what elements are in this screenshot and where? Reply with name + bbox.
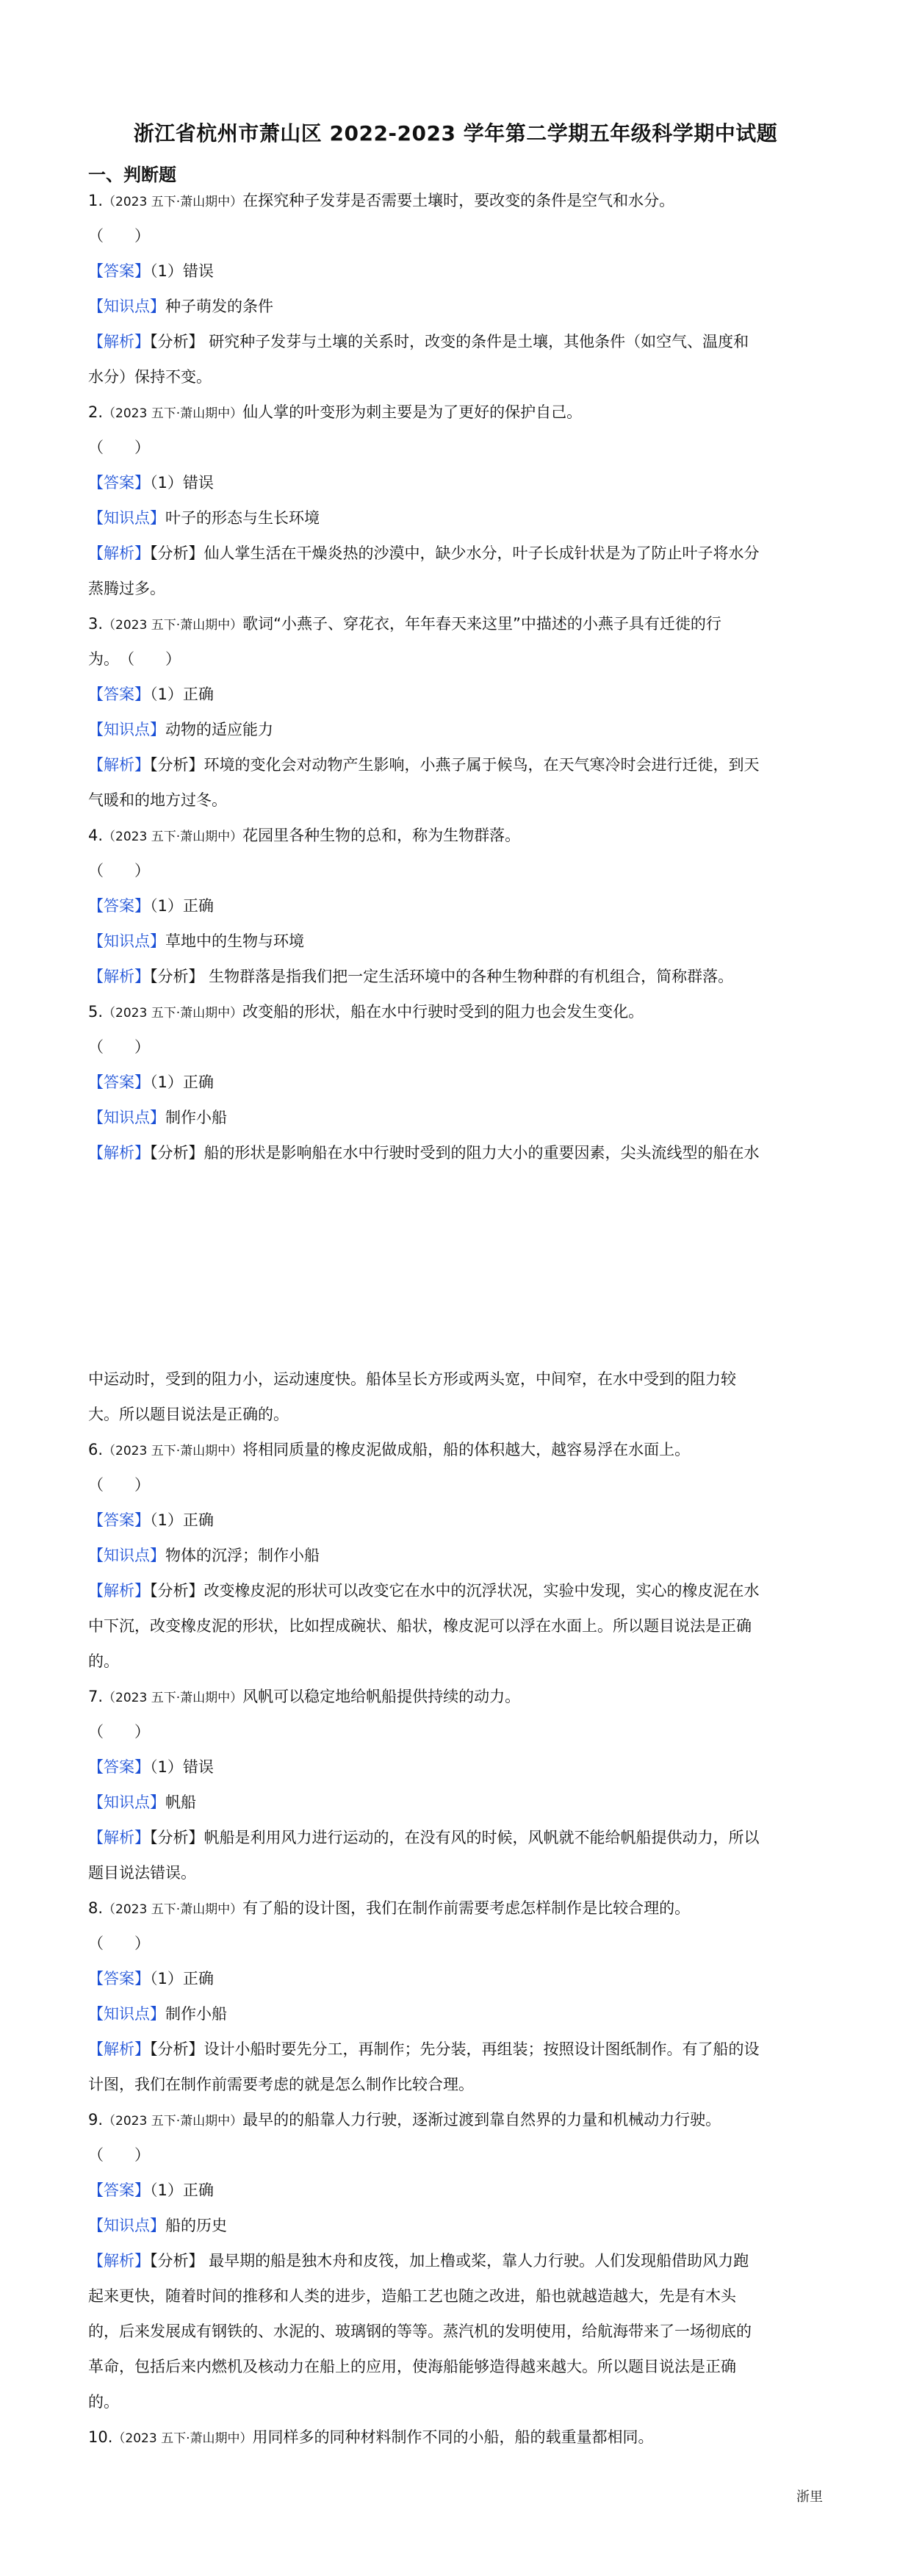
question-3-analysis-cont: 气暖和的地方过冬。 (88, 791, 227, 809)
question-2-blank: （ ） (88, 439, 150, 456)
question-7-stem: 7.（2023 五下·萧山期中）风帆可以稳定地给帆船提供持续的动力。 (88, 1688, 521, 1705)
question-4-stem: 4.（2023 五下·萧山期中）花园里各种生物的总和，称为生物群落。 (88, 827, 521, 844)
question-9-analysis: 【解析】【分析】 最早期的船是独木舟和皮筏，加上橹或桨，靠人力行驶。人们发现船借助风力跑 (88, 2252, 749, 2270)
question-6-analysis: 【解析】【分析】改变橡皮泥的形状可以改变它在水中的沉浮状况，实验中发现，实心的橡皮泥在水 (88, 1582, 760, 1600)
question-3-point: 【知识点】动物的适应能力 (88, 721, 273, 738)
question-4-answer: 【答案】（1）正确 (88, 897, 214, 915)
question-2-point: 【知识点】叶子的形态与生长环境 (88, 509, 320, 527)
question-1-point: 【知识点】种子萌发的条件 (88, 298, 273, 315)
question-6-stem: 6.（2023 五下·萧山期中）将相同质量的橡皮泥做成船，船的体积越大，越容易浮在水面上。 (88, 1441, 691, 1458)
question-4-analysis: 【解析】【分析】 生物群落是指我们把一定生活环境中的各种生物种群的有机组合，简称群落。 (88, 968, 734, 985)
question-5-analysis: 【解析】【分析】船的形状是影响船在水中行驶时受到的阻力大小的重要因素，尖头流线型的船在水 (88, 1144, 760, 1162)
page-title: 浙江省杭州市萧山区 2022-2023 学年第二学期五年级科学期中试题 (133, 121, 778, 145)
question-8-point: 【知识点】制作小船 (88, 2005, 227, 2023)
question-9-answer: 【答案】（1）正确 (88, 2181, 214, 2199)
question-8-answer: 【答案】（1）正确 (88, 1970, 214, 1987)
question-8-stem: 8.（2023 五下·萧山期中）有了船的设计图，我们在制作前需要考虑怎样制作是比较合理的。 (88, 1899, 691, 1917)
question-10-stem: 10.（2023 五下·萧山期中）用同样多的同种材料制作不同的小船，船的载重量都相同。 (88, 2428, 654, 2446)
question-9-analysis-cont: 的，后来发展成有钢铁的、水泥的、玻璃钢的等等。蒸汽机的发明使用，给航海带来了一场彻底的 (88, 2323, 752, 2340)
question-1-answer: 【答案】（1）错误 (88, 262, 214, 280)
question-2-answer: 【答案】（1）错误 (88, 474, 214, 492)
question-5-stem: 5.（2023 五下·萧山期中）改变船的形状，船在水中行驶时受到的阻力也会发生变化。 (88, 1003, 644, 1021)
question-6-analysis-cont: 的。 (88, 1652, 119, 1670)
question-6-analysis-cont: 中下沉，改变橡皮泥的形状，比如捏成碗状、船状，橡皮泥可以浮在水面上。所以题目说法是正确 (88, 1617, 752, 1635)
question-9-point: 【知识点】船的历史 (88, 2217, 227, 2234)
question-9-stem: 9.（2023 五下·萧山期中）最早的的船靠人力行驶，逐渐过渡到靠自然界的力量和机械动力行驶。 (88, 2111, 721, 2129)
question-3-stem-cont: 为。 （ ） (88, 650, 181, 668)
section-heading: 一、判断题 (88, 165, 176, 185)
question-5-answer: 【答案】（1）正确 (88, 1073, 214, 1091)
question-2-analysis: 【解析】【分析】仙人掌生活在干燥炎热的沙漠中，缺少水分，叶子长成针状是为了防止叶子将水分 (88, 544, 760, 562)
question-8-analysis: 【解析】【分析】设计小船时要先分工，再制作；先分装，再组装；按照设计图纸制作。有了船的设 (88, 2040, 760, 2058)
question-7-point: 【知识点】帆船 (88, 1794, 196, 1811)
question-9-analysis-cont: 起来更快，随着时间的推移和人类的进步，造船工艺也随之改进，船也就越造越大，先是有木头 (88, 2287, 736, 2305)
question-7-analysis-cont: 题目说法错误。 (88, 1864, 196, 1882)
question-1-analysis: 【解析】【分析】 研究种子发芽与土壤的关系时，改变的条件是土壤，其他条件（如空气、温度和 (88, 333, 749, 350)
question-7-answer: 【答案】（1）错误 (88, 1758, 214, 1776)
question-6-answer: 【答案】（1）正确 (88, 1511, 214, 1529)
question-8-blank: （ ） (88, 1935, 150, 1952)
question-5-analysis-cont: 中运动时，受到的阻力小，运动速度快。船体呈长方形或两头宽，中间窄，在水中受到的阻力较 (88, 1370, 736, 1388)
question-5-analysis-cont: 大。所以题目说法是正确的。 (88, 1406, 289, 1423)
question-9-blank: （ ） (88, 2146, 150, 2164)
question-5-blank: （ ） (88, 1038, 150, 1056)
question-8-analysis-cont: 计图，我们在制作前需要考虑的就是怎么制作比较合理。 (88, 2076, 474, 2093)
question-9-analysis-cont: 革命，包括后来内燃机及核动力在船上的应用，使海船能够造得越来越大。所以题目说法是正确 (88, 2358, 736, 2375)
question-3-stem: 3.（2023 五下·萧山期中）歌词“小燕子、穿花衣，年年春天来这里”中描述的小燕子具有迁徙的行 (88, 615, 721, 633)
question-6-blank: （ ） (88, 1476, 150, 1494)
question-6-point: 【知识点】物体的沉浮；制作小船 (88, 1547, 320, 1564)
question-7-analysis: 【解析】【分析】帆船是利用风力进行运动的，在没有风的时候，风帆就不能给帆船提供动力，所以 (88, 1829, 760, 1846)
question-4-point: 【知识点】草地中的生物与环境 (88, 932, 304, 950)
question-3-answer: 【答案】（1）正确 (88, 686, 214, 703)
question-7-blank: （ ） (88, 1723, 150, 1741)
question-4-blank: （ ） (88, 862, 150, 879)
question-1-analysis-cont: 水分）保持不变。 (88, 368, 212, 386)
question-2-stem: 2.（2023 五下·萧山期中）仙人掌的叶变形为刺主要是为了更好的保护自己。 (88, 403, 583, 421)
question-5-point: 【知识点】制作小船 (88, 1109, 227, 1126)
question-2-analysis-cont: 蒸腾过多。 (88, 580, 165, 597)
question-3-analysis: 【解析】【分析】环境的变化会对动物产生影响，小燕子属于候鸟，在天气寒冷时会进行迁徙，到天 (88, 756, 760, 774)
question-1-blank: （ ） (88, 227, 150, 245)
question-9-analysis-cont: 的。 (88, 2393, 119, 2411)
question-1-stem: 1.（2023 五下·萧山期中）在探究种子发芽是否需要土壤时，要改变的条件是空气和水分。 (88, 192, 675, 209)
page-footer: 浙里 (796, 2489, 823, 2505)
